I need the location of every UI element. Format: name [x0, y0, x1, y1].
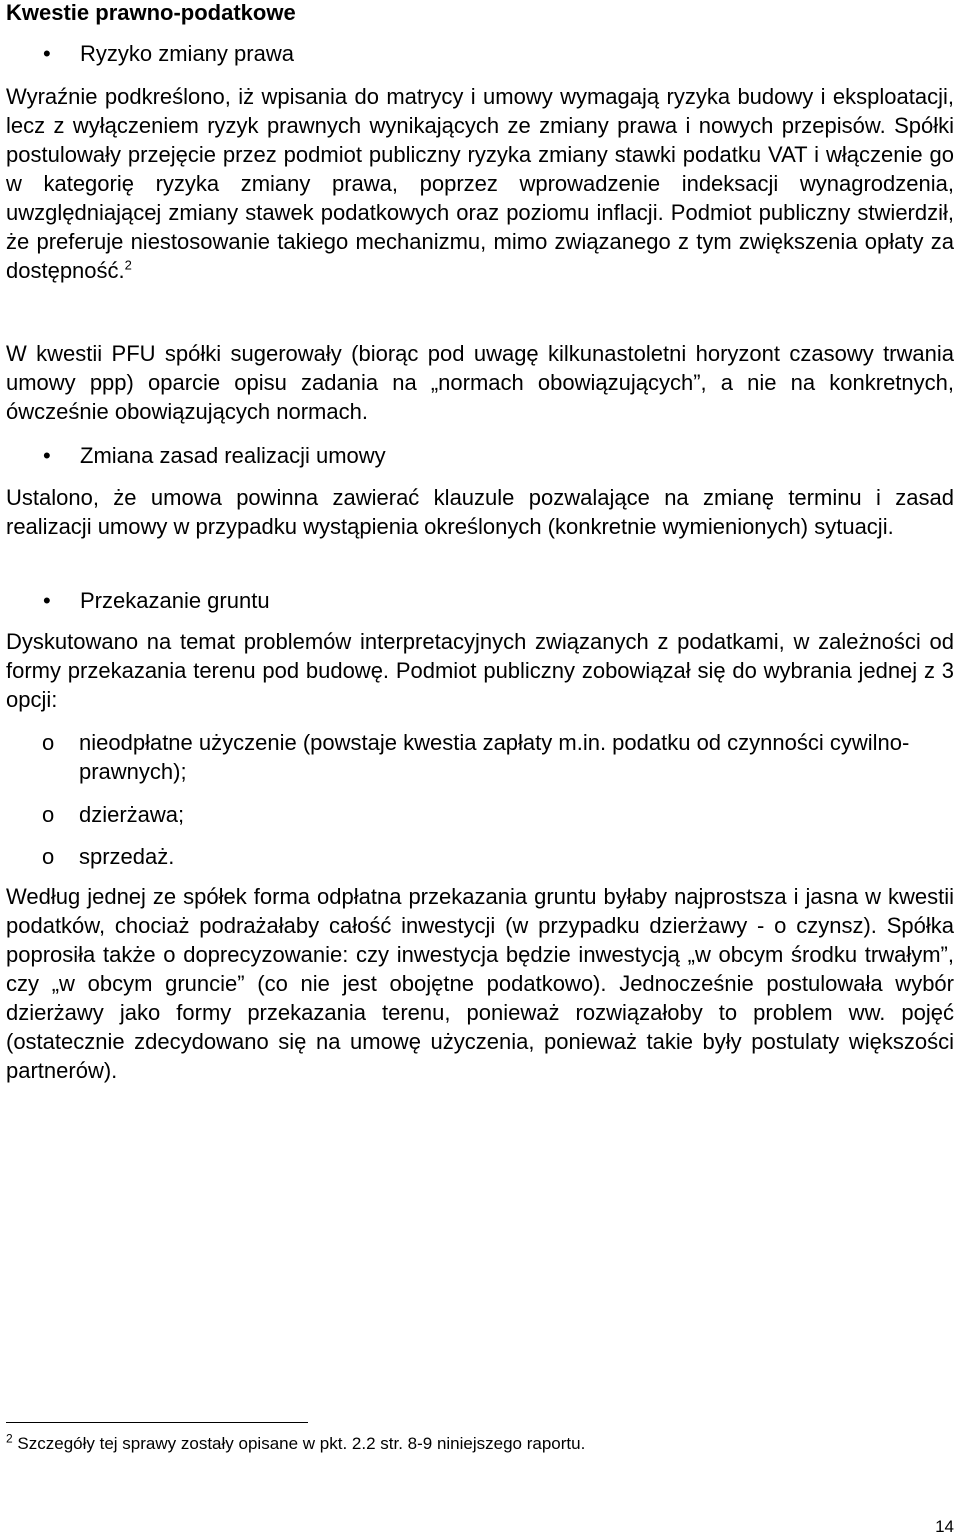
footnote-marker: 2: [6, 1431, 13, 1446]
option-text: sprzedaż.: [79, 844, 175, 869]
bullet-label: Ryzyko zmiany prawa: [80, 41, 294, 66]
bullet-label: Zmiana zasad realizacji umowy: [80, 443, 386, 468]
option-text: nieodpłatne użyczenie (powstaje kwestia zapłaty m.in. podatku od czynności cywilno-prawnych);: [79, 730, 910, 784]
bullet-icon: •: [43, 588, 51, 613]
section-heading: Kwestie prawno-podatkowe: [6, 0, 296, 25]
footnote-divider: [6, 1422, 308, 1423]
paragraph: Ustalono, że umowa powinna zawierać klauzule pozwalające na zmianę terminu i zasad realizacji umowy w przypadku wystąpienia określonych (konkretnie wymienionych) sytuacji.: [6, 485, 954, 539]
option-text: dzierżawa;: [79, 802, 185, 827]
footnote: [6, 1432, 585, 1456]
option-marker: o: [42, 802, 55, 827]
paragraph: Według jednej ze spółek forma odpłatna przekazania gruntu byłaby najprostsza i jasna w kwestii podatków, chociaż podrażałaby całość inwestycji (w przypadku dzierżawy - o czynsz). Spółka poprosiła także o doprecyzowanie: czy inwestycja będzie inwestycją „w obcym środku trwałym”, czy „w obcym gruncie” (co nie jest obojętne podatkowo). Jednocześnie postulowała wybór dzierżawy jako formy przekazania terenu, ponieważ rozwiązałoby to problem ww. pojęć (ostatecznie zdecydowano się na umowę użyczenia, ponieważ takie były postulaty większości partnerów).: [6, 884, 954, 1083]
option-marker: o: [42, 730, 55, 755]
paragraph: [6, 82, 954, 285]
footnote-reference: 2: [124, 257, 132, 273]
footnote-text: Szczegóły tej sprawy zostały opisane w pkt. 2.2 str. 8-9 niniejszego raportu.: [17, 1434, 586, 1453]
bullet-icon: •: [43, 41, 51, 66]
paragraph-text: Wyraźnie podkreślono, iż wpisania do matrycy i umowy wymagają ryzyka budowy i eksploatacji, lecz z wyłączeniem ryzyk prawnych wynikających ze zmiany prawa i nowych przepisów. Spółki postulowały przejęcie przez podmiot publiczny ryzyka zmiany stawki podatku VAT i włączenie go w kategorię ryzyka zmiany prawa, poprzez wprowadzenie indeksacji wynagrodzenia, uwzględniającej zmiany stawek podatkowych oraz poziomu inflacji. Podmiot publiczny stwierdził, że preferuje niestosowanie takiego mechanizmu, mimo związanego z tym zwiększenia opłaty za dostępność.: [6, 84, 954, 283]
bullet-label: Przekazanie gruntu: [80, 588, 270, 613]
page-number: 14: [935, 1517, 954, 1536]
paragraph: Dyskutowano na temat problemów interpretacyjnych związanych z podatkami, w zależności od formy przekazania terenu pod budowę. Podmiot publiczny zobowiązał się do wybrania jednej z 3 opcji:: [6, 629, 954, 712]
paragraph: W kwestii PFU spółki sugerowały (biorąc pod uwagę kilkunastoletni horyzont czasowy trwania umowy ppp) oparcie opisu zadania na „normach obowiązujących”, a nie na konkretnych, ówcześnie obowiązujących normach.: [6, 341, 954, 424]
option-marker: o: [42, 844, 55, 869]
bullet-icon: •: [43, 443, 51, 468]
